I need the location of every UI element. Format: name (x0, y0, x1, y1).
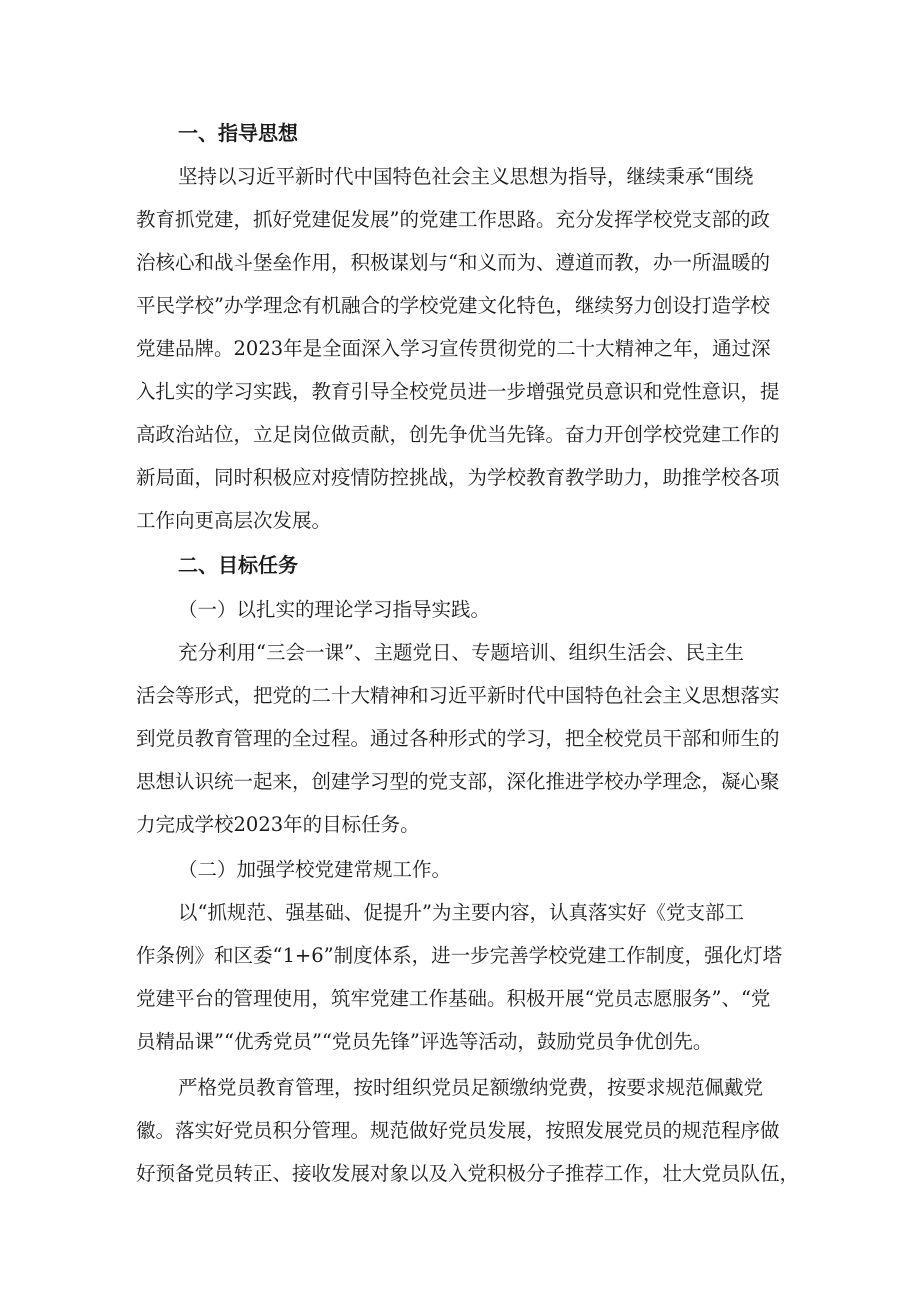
paragraph-line: 充分利用“三会一课”、主题党日、专题培训、组织生活会、民主生 (178, 641, 744, 664)
paragraph-line: 好预备党员转正、接收发展对象以及入党积极分子推荐工作，壮大党员队伍， (136, 1162, 800, 1185)
section-heading-goals: 二、目标任务 (178, 553, 298, 577)
paragraph-line: 高政治站位，立足岗位做贡献，创先争优当先锋。奋力开创学校党建工作的 (136, 423, 780, 446)
paragraph-line: 新局面，同时积极应对疫情防控挑战，为学校教育教学助力，助推学校各项 (136, 466, 780, 489)
paragraph-line: 活会等形式，把党的二十大精神和习近平新时代中国特色社会主义思想落实 (136, 684, 780, 707)
paragraph-line: 党建品牌。2023年是全面深入学习宣传贯彻党的二十大精神之年，通过深 (136, 337, 771, 360)
paragraph-line: 工作向更高层次发展。 (136, 509, 332, 532)
paragraph-line: 平民学校”办学理念有机融合的学校党建文化特色，继续努力创设打造学校 (136, 294, 770, 317)
subheading-theory-study: （一）以扎实的理论学习指导实践。 (178, 598, 491, 621)
paragraph-line: 员精品课”“优秀党员”“党员先锋”评选等活动，鼓励党员争优创先。 (136, 1030, 713, 1053)
paragraph-line: 严格党员教育管理，按时组织党员足额缴纳党费，按要求规范佩戴党 (178, 1076, 764, 1099)
paragraph-line: 到党员教育管理的全过程。通过各种形式的学习，把全校党员干部和师生的 (136, 727, 780, 750)
paragraph-line: 思想认识统一起来，创建学习型的党支部，深化推进学校办学理念，凝心聚 (136, 770, 780, 793)
section-heading-guiding-ideology: 一、指导思想 (178, 121, 298, 145)
paragraph-line: 坚持以习近平新时代中国特色社会主义思想为指导，继续秉承“围绕 (178, 165, 754, 188)
paragraph-line: 力完成学校2023年的目标任务。 (136, 813, 420, 836)
subheading-routine-work: （二）加强学校党建常规工作。 (178, 858, 452, 881)
paragraph-line: 党建平台的管理使用，筑牢党建工作基础。积极开展“党员志愿服务”、“党 (136, 987, 771, 1010)
paragraph-line: 入扎实的学习实践，教育引导全校党员进一步增强党员意识和党性意识，提 (136, 380, 780, 403)
paragraph-line: 治核心和战斗堡垒作用，积极谋划与“和义而为、遵道而教，办一所温暖的 (136, 251, 770, 274)
paragraph-line: 徽。落实好党员积分管理。规范做好党员发展，按照发展党员的规范程序做 (136, 1119, 780, 1142)
paragraph-line: 以“抓规范、强基础、促提升”为主要内容，认真落实好《党支部工 (178, 901, 744, 924)
paragraph-line: 教育抓党建，抓好党建促发展”的党建工作思路。充分发挥学校党支部的政 (136, 208, 770, 231)
paragraph-line: 作条例》和区委“1+6”制度体系，进一步完善学校党建工作制度，强化灯塔 (136, 944, 783, 967)
